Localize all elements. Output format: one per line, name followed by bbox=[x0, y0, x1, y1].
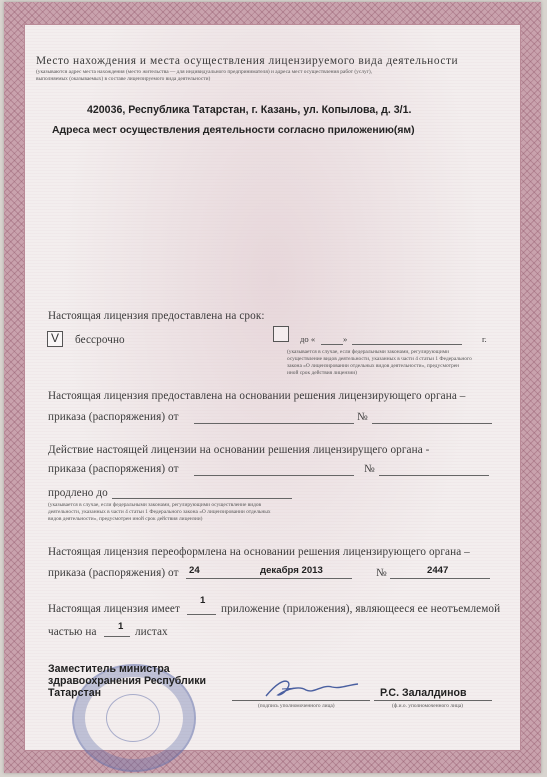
term-note-line4: иной срок действия лицензии) bbox=[287, 370, 357, 376]
signer-name-line bbox=[374, 700, 492, 701]
addresses-note: Адреса мест осуществления деятельности согласно приложению(ям) bbox=[52, 125, 415, 136]
signer-name: Р.С. Залалдинов bbox=[380, 687, 467, 699]
term-until-prefix: до « bbox=[300, 334, 316, 344]
extension-number-line bbox=[379, 475, 489, 476]
seal-emblem bbox=[106, 694, 160, 742]
reissue-number: 2447 bbox=[427, 565, 449, 576]
basis-date-line bbox=[194, 423, 354, 424]
appendix-sheets: 1 bbox=[118, 621, 124, 632]
indefinite-label: бессрочно bbox=[75, 334, 125, 346]
appendix-count-line bbox=[187, 614, 216, 615]
handwritten-signature bbox=[262, 676, 362, 702]
appendix-sheets-label: листах bbox=[135, 626, 168, 638]
term-month-line bbox=[352, 344, 462, 345]
term-note-line2: осуществление видов деятельности, указанных в части 4 статьи 1 Федерального bbox=[287, 356, 472, 362]
appendix-part-prefix: частью на bbox=[48, 626, 97, 638]
license-sheet bbox=[4, 2, 541, 773]
term-heading: Настоящая лицензия предоставлена на срок: bbox=[48, 310, 265, 322]
signature-line bbox=[232, 700, 370, 701]
signature-caption: (подпись уполномоченного лица) bbox=[258, 703, 335, 709]
appendix-sheets-line bbox=[104, 636, 130, 637]
basis-number-line bbox=[372, 423, 492, 424]
term-until-suffix: г. bbox=[482, 334, 487, 344]
extension-line1: Действие настоящей лицензии на основании решения лицензирущего органа - bbox=[48, 444, 430, 456]
reissue-month-year: декабря 2013 bbox=[260, 565, 323, 576]
extension-note-line1: (указывается в случае, если федеральными законами, регулирующими осуществление видов bbox=[48, 502, 262, 508]
signer-position-line3: Татарстан bbox=[48, 687, 102, 699]
term-until-mid: » bbox=[343, 334, 348, 344]
reissue-number-line bbox=[390, 578, 490, 579]
location-heading: Место нахождения и места осуществления лицензируемого вида деятельности bbox=[36, 55, 459, 67]
extended-until-line bbox=[112, 498, 292, 499]
extension-note-line3: видов деятельности», предусмотрен иной срок действия лицензии) bbox=[48, 516, 203, 522]
term-until-checkbox[interactable] bbox=[273, 326, 289, 342]
signer-position-line1: Заместитель министра bbox=[48, 663, 170, 675]
basis-order-label: приказа (распоряжения) от bbox=[48, 411, 179, 423]
term-note-line3: закона «О лицензировании отдельных видов деятельности», предусмотрен bbox=[287, 363, 460, 369]
signer-name-caption: (ф.и.о. уполномоченного лица) bbox=[392, 703, 463, 709]
appendix-prefix: Настоящая лицензия имеет bbox=[48, 603, 180, 615]
basis-line1: Настоящая лицензия предоставлена на основании решения лицензирующего органа – bbox=[48, 390, 466, 402]
extension-note-line2: деятельности, указанных в части 4 статьи 1 Федерального закона «О лицензировании отдельных bbox=[48, 509, 271, 515]
term-day-line bbox=[321, 344, 343, 345]
extended-until-label: продлено до bbox=[48, 487, 108, 499]
location-note-line1: (указываются адрес места нахождения (место жительства — для индивидуального предпринимателя) и адреса мест осуществления работ (услуг), bbox=[36, 69, 373, 75]
basis-number-sign: № bbox=[357, 411, 368, 423]
reissue-number-sign: № bbox=[376, 567, 387, 579]
signer-position-line2: здравоохранения Республики bbox=[48, 675, 207, 687]
checkbox-mark: V bbox=[51, 331, 60, 345]
reissue-date-line bbox=[186, 578, 352, 579]
appendix-middle: приложение (приложения), являющееся ее неотъемлемой bbox=[221, 603, 501, 615]
reissue-line1: Настоящая лицензия переоформлена на основании решения лицензирующего органа – bbox=[48, 546, 470, 558]
extension-date-line bbox=[194, 475, 354, 476]
reissue-order-label: приказа (распоряжения) от bbox=[48, 567, 179, 579]
extension-number-sign: № bbox=[364, 463, 375, 475]
appendix-count: 1 bbox=[200, 595, 206, 606]
indefinite-checkbox[interactable] bbox=[47, 331, 63, 347]
term-note-line1: (указывается в случае, если федеральными законами, регулирующими bbox=[287, 349, 450, 355]
reissue-day: 24 bbox=[189, 565, 200, 576]
extension-order-label: приказа (распоряжения) от bbox=[48, 463, 179, 475]
location-note-line2: выполняемых (оказываемых) в составе лицензируемого вида деятельности) bbox=[36, 76, 211, 82]
license-address: 420036, Республика Татарстан, г. Казань, ул. Копылова, д. 3/1. bbox=[87, 104, 412, 116]
